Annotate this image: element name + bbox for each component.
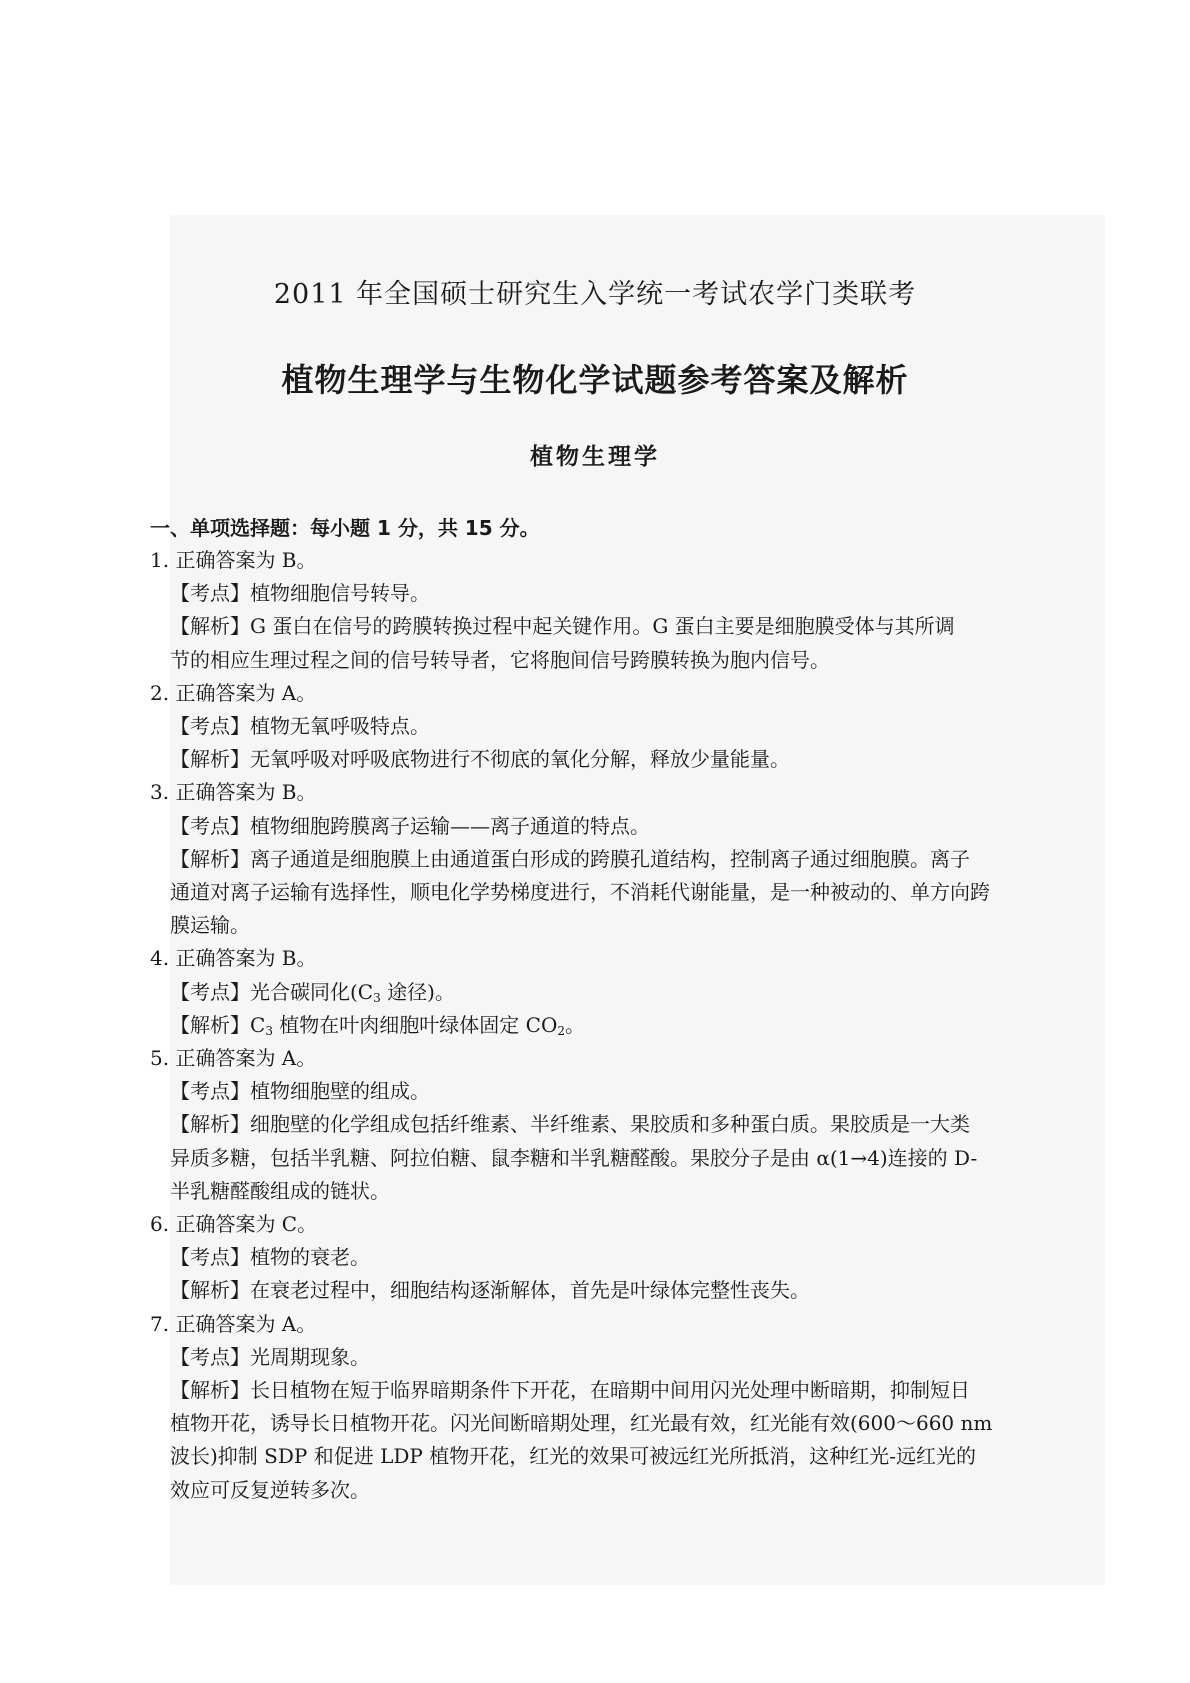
analysis-label: 【解析】 — [170, 1378, 250, 1403]
analysis-text: 细胞壁的化学组成包括纤维素、半纤维素、果胶质和多种蛋白质。果胶质是一大类 — [250, 1112, 970, 1137]
question-2 — [150, 677, 1065, 777]
answer-line: 1. 正确答案为 B。 — [150, 548, 317, 572]
analysis-text: C — [250, 1012, 266, 1037]
subscript: 3 — [265, 1023, 273, 1038]
analysis-line — [150, 743, 1065, 776]
analysis-continuation: 膜运输。 — [170, 913, 250, 938]
point-line — [150, 710, 1065, 743]
analysis-text: 植物在叶肉细胞叶绿体固定 CO — [272, 1012, 558, 1037]
analysis-continuation: 植物开花，诱导长日植物开花。闪光间断暗期处理，红光最有效，红光能有效(600～660 nm — [170, 1411, 993, 1436]
point-line — [150, 1241, 1065, 1274]
analysis-label: 【解析】 — [170, 846, 250, 871]
point-text: 植物无氧呼吸特点。 — [250, 714, 430, 739]
point-text: 植物细胞跨膜离子运输——离子通道的特点。 — [250, 813, 650, 838]
point-label: 【考点】 — [170, 1245, 250, 1270]
answer-line: 6. 正确答案为 C。 — [150, 1212, 318, 1237]
answer-line: 3. 正确答案为 B。 — [150, 780, 317, 805]
point-line — [150, 1341, 1065, 1374]
analysis-label: 【解析】 — [170, 614, 250, 639]
point-line — [150, 810, 1065, 843]
point-text: 植物细胞信号转导。 — [250, 581, 430, 606]
analysis-label: 【解析】 — [170, 1278, 250, 1303]
analysis-text: 离子通道是细胞膜上由通道蛋白形成的跨膜孔道结构，控制离子通过细胞膜。离子 — [250, 846, 970, 871]
analysis-text: 在衰老过程中，细胞结构逐渐解体，首先是叶绿体完整性丧失。 — [250, 1278, 810, 1303]
point-text: 途径)。 — [380, 979, 455, 1004]
answer-line: 2. 正确答案为 A。 — [150, 680, 317, 705]
point-label: 【考点】 — [170, 581, 250, 606]
point-line — [150, 577, 1065, 610]
analysis-label: 【解析】 — [170, 1112, 250, 1137]
point-text: 光合碳同化(C — [250, 979, 374, 1004]
analysis-label: 【解析】 — [170, 1012, 250, 1037]
answer-line: 4. 正确答案为 B。 — [150, 946, 317, 971]
question-6 — [150, 1208, 1065, 1308]
analysis-line — [150, 1108, 1065, 1141]
answer-line: 7. 正确答案为 A。 — [150, 1311, 317, 1336]
analysis-continuation: 通道对离子运输有选择性，顺电化学势梯度进行，不消耗代谢能量，是一种被动的、单方向跨 — [170, 880, 990, 905]
point-label: 【考点】 — [170, 1079, 250, 1104]
question-5 — [150, 1042, 1065, 1208]
analysis-continuation: 波长)抑制 SDP 和促进 LDP 植物开花，红光的效果可被远红光所抵消，这种红光-远红光的 — [170, 1444, 976, 1469]
question-1 — [150, 544, 1065, 677]
subscript: 3 — [373, 990, 381, 1005]
analysis-line — [150, 1009, 1065, 1042]
point-label: 【考点】 — [170, 1344, 250, 1369]
point-line — [150, 976, 1065, 1009]
analysis-line — [150, 610, 1065, 643]
subject-heading: 植物生理学 — [530, 444, 660, 470]
point-text: 植物细胞壁的组成。 — [250, 1079, 430, 1104]
analysis-line — [150, 1374, 1065, 1407]
question-list — [150, 544, 1065, 1507]
question-4 — [150, 942, 1065, 1042]
section-heading: 一、单项选择题：每小题 1 分，共 15 分。 — [150, 516, 540, 540]
analysis-continuation: 半乳糖醛酸组成的链状。 — [170, 1178, 390, 1203]
analysis-line — [150, 843, 1065, 876]
point-text: 植物的衰老。 — [250, 1245, 370, 1270]
analysis-continuation: 异质多糖，包括半乳糖、阿拉伯糖、鼠李糖和半乳糖醛酸。果胶分子是由 α(1→4)连接的 D- — [170, 1145, 978, 1170]
question-3 — [150, 776, 1065, 942]
analysis-text: G 蛋白在信号的跨膜转换过程中起关键作用。G 蛋白主要是细胞膜受体与其所调 — [250, 614, 955, 639]
point-label: 【考点】 — [170, 979, 250, 1004]
question-7 — [150, 1308, 1065, 1507]
point-text: 光周期现象。 — [250, 1344, 370, 1369]
main-title: 植物生理学与生物化学试题参考答案及解析 — [281, 361, 909, 399]
point-line — [150, 1075, 1065, 1108]
exam-title: 2011 年全国硕士研究生入学统一考试农学门类联考 — [273, 279, 917, 310]
analysis-continuation: 节的相应生理过程之间的信号转导者，它将胞间信号跨膜转换为胞内信号。 — [170, 647, 830, 672]
analysis-line — [150, 1274, 1065, 1307]
analysis-text: 无氧呼吸对呼吸底物进行不彻底的氧化分解，释放少量能量。 — [250, 747, 790, 772]
answer-line: 5. 正确答案为 A。 — [150, 1046, 317, 1071]
analysis-text: 长日植物在短于临界暗期条件下开花，在暗期中间用闪光处理中断暗期，抑制短日 — [250, 1378, 970, 1403]
subscript: 2 — [557, 1023, 566, 1038]
point-label: 【考点】 — [170, 714, 250, 739]
analysis-continuation: 效应可反复逆转多次。 — [170, 1477, 370, 1502]
point-label: 【考点】 — [170, 813, 250, 838]
analysis-text: 。 — [565, 1012, 586, 1037]
analysis-label: 【解析】 — [170, 747, 250, 772]
